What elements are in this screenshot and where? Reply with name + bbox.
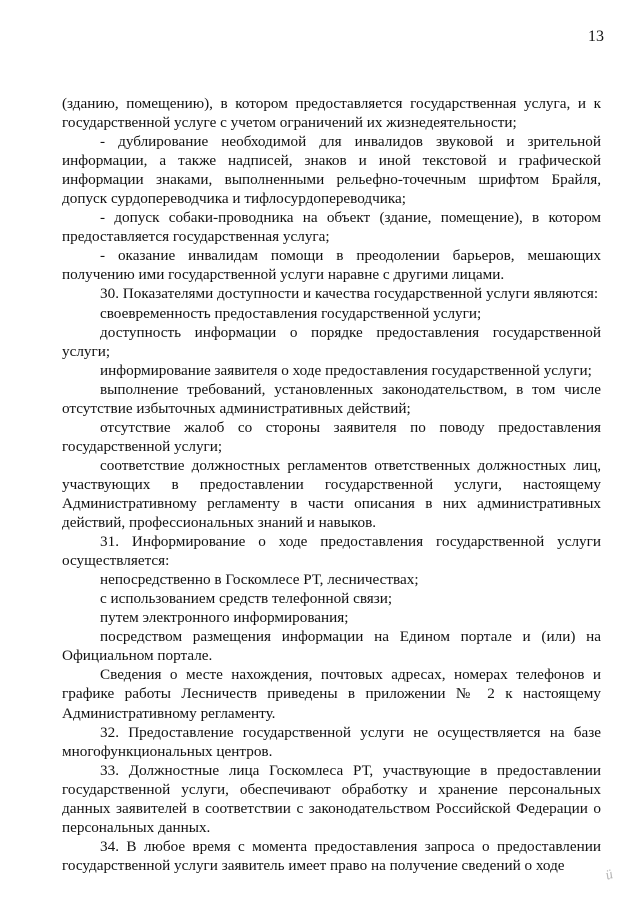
paragraph-electronic: путем электронного информирования; xyxy=(100,609,349,627)
paragraph-item-30: 30. Показателями доступности и качества государственной услуги являются: xyxy=(100,285,599,303)
paragraph-item-34: 34. В любое время с момента предоставления запроса о предоставлении государственной услуги заявитель имеет право на получение сведений о ходе xyxy=(62,837,601,874)
paragraph-in-person: непосредственно в Госкомлесе РТ, лесничествах; xyxy=(100,571,419,589)
paragraph-guide-dog: - допуск собаки-проводника на объект (здание, помещение), в котором предоставляется государственная услуга; xyxy=(62,209,601,246)
paragraph-requirements: выполнение требований, установленных законодательством, в том числе отсутствие избыточных административных действий; xyxy=(62,380,601,417)
paragraph-info-availability: доступность информации о порядке предоставления государственной услуги; xyxy=(62,323,601,360)
page-number: 13 xyxy=(588,28,604,45)
corner-mark: ü xyxy=(603,867,615,884)
document-body xyxy=(62,94,601,875)
paragraph-item-31: 31. Информирование о ходе предоставления государственной услуги осуществляется: xyxy=(62,533,601,570)
paragraph-status-informing: информирование заявителя о ходе предоставления государственной услуги; xyxy=(100,361,592,379)
paragraph-appendix-ref: Сведения о месте нахождения, почтовых адресах, номерах телефонов и графике работы Лесничеств приведены в приложении № 2 к настоящему Административному регламенту. xyxy=(62,666,601,722)
paragraph-item-33: 33. Должностные лица Госкомлеса РТ, участвующие в предоставлении государственной услуги, обеспечивают обработку и хранение персональных данных заявителей в соответствии с законодательством Российской Федерации о персональных данных. xyxy=(62,761,601,836)
paragraph-phone: с использованием средств телефонной связи; xyxy=(100,590,393,608)
paragraph-job-regulations: соответствие должностных регламентов ответственных должностных лиц, участвующих в предоставлении государственной услуги, настоящему Административному регламенту в части описания в них административных действий, профессиональных знаний и навыков. xyxy=(62,456,601,532)
paragraph-no-complaints: отсутствие жалоб со стороны заявителя по поводу предоставления государственной услуги; xyxy=(62,418,601,455)
paragraph-timeliness: своевременность предоставления государственной услуги; xyxy=(100,304,482,322)
paragraph-continuation: (зданию, помещению), в котором предоставляется государственная услуга, и к государственной услуге с учетом ограничений их жизнедеятельности; xyxy=(62,95,601,132)
paragraph-dubbing: - дублирование необходимой для инвалидов звуковой и зрительной информации, а также надписей, знаков и иной текстовой и графической информации знаками, выполненными рельефно-точечным шрифтом Брайля, допуск сурдопереводчика и тифлосурдопереводчика; xyxy=(62,133,601,208)
paragraph-barrier-help: - оказание инвалидам помощи в преодолении барьеров, мешающих получению ими государственной услуги наравне с другими лицами. xyxy=(62,247,601,284)
paragraph-portal: посредством размещения информации на Едином портале и (или) на Официальном портале. xyxy=(62,628,601,665)
paragraph-item-32: 32. Предоставление государственной услуги не осуществляется на базе многофункциональных центров. xyxy=(62,723,601,760)
